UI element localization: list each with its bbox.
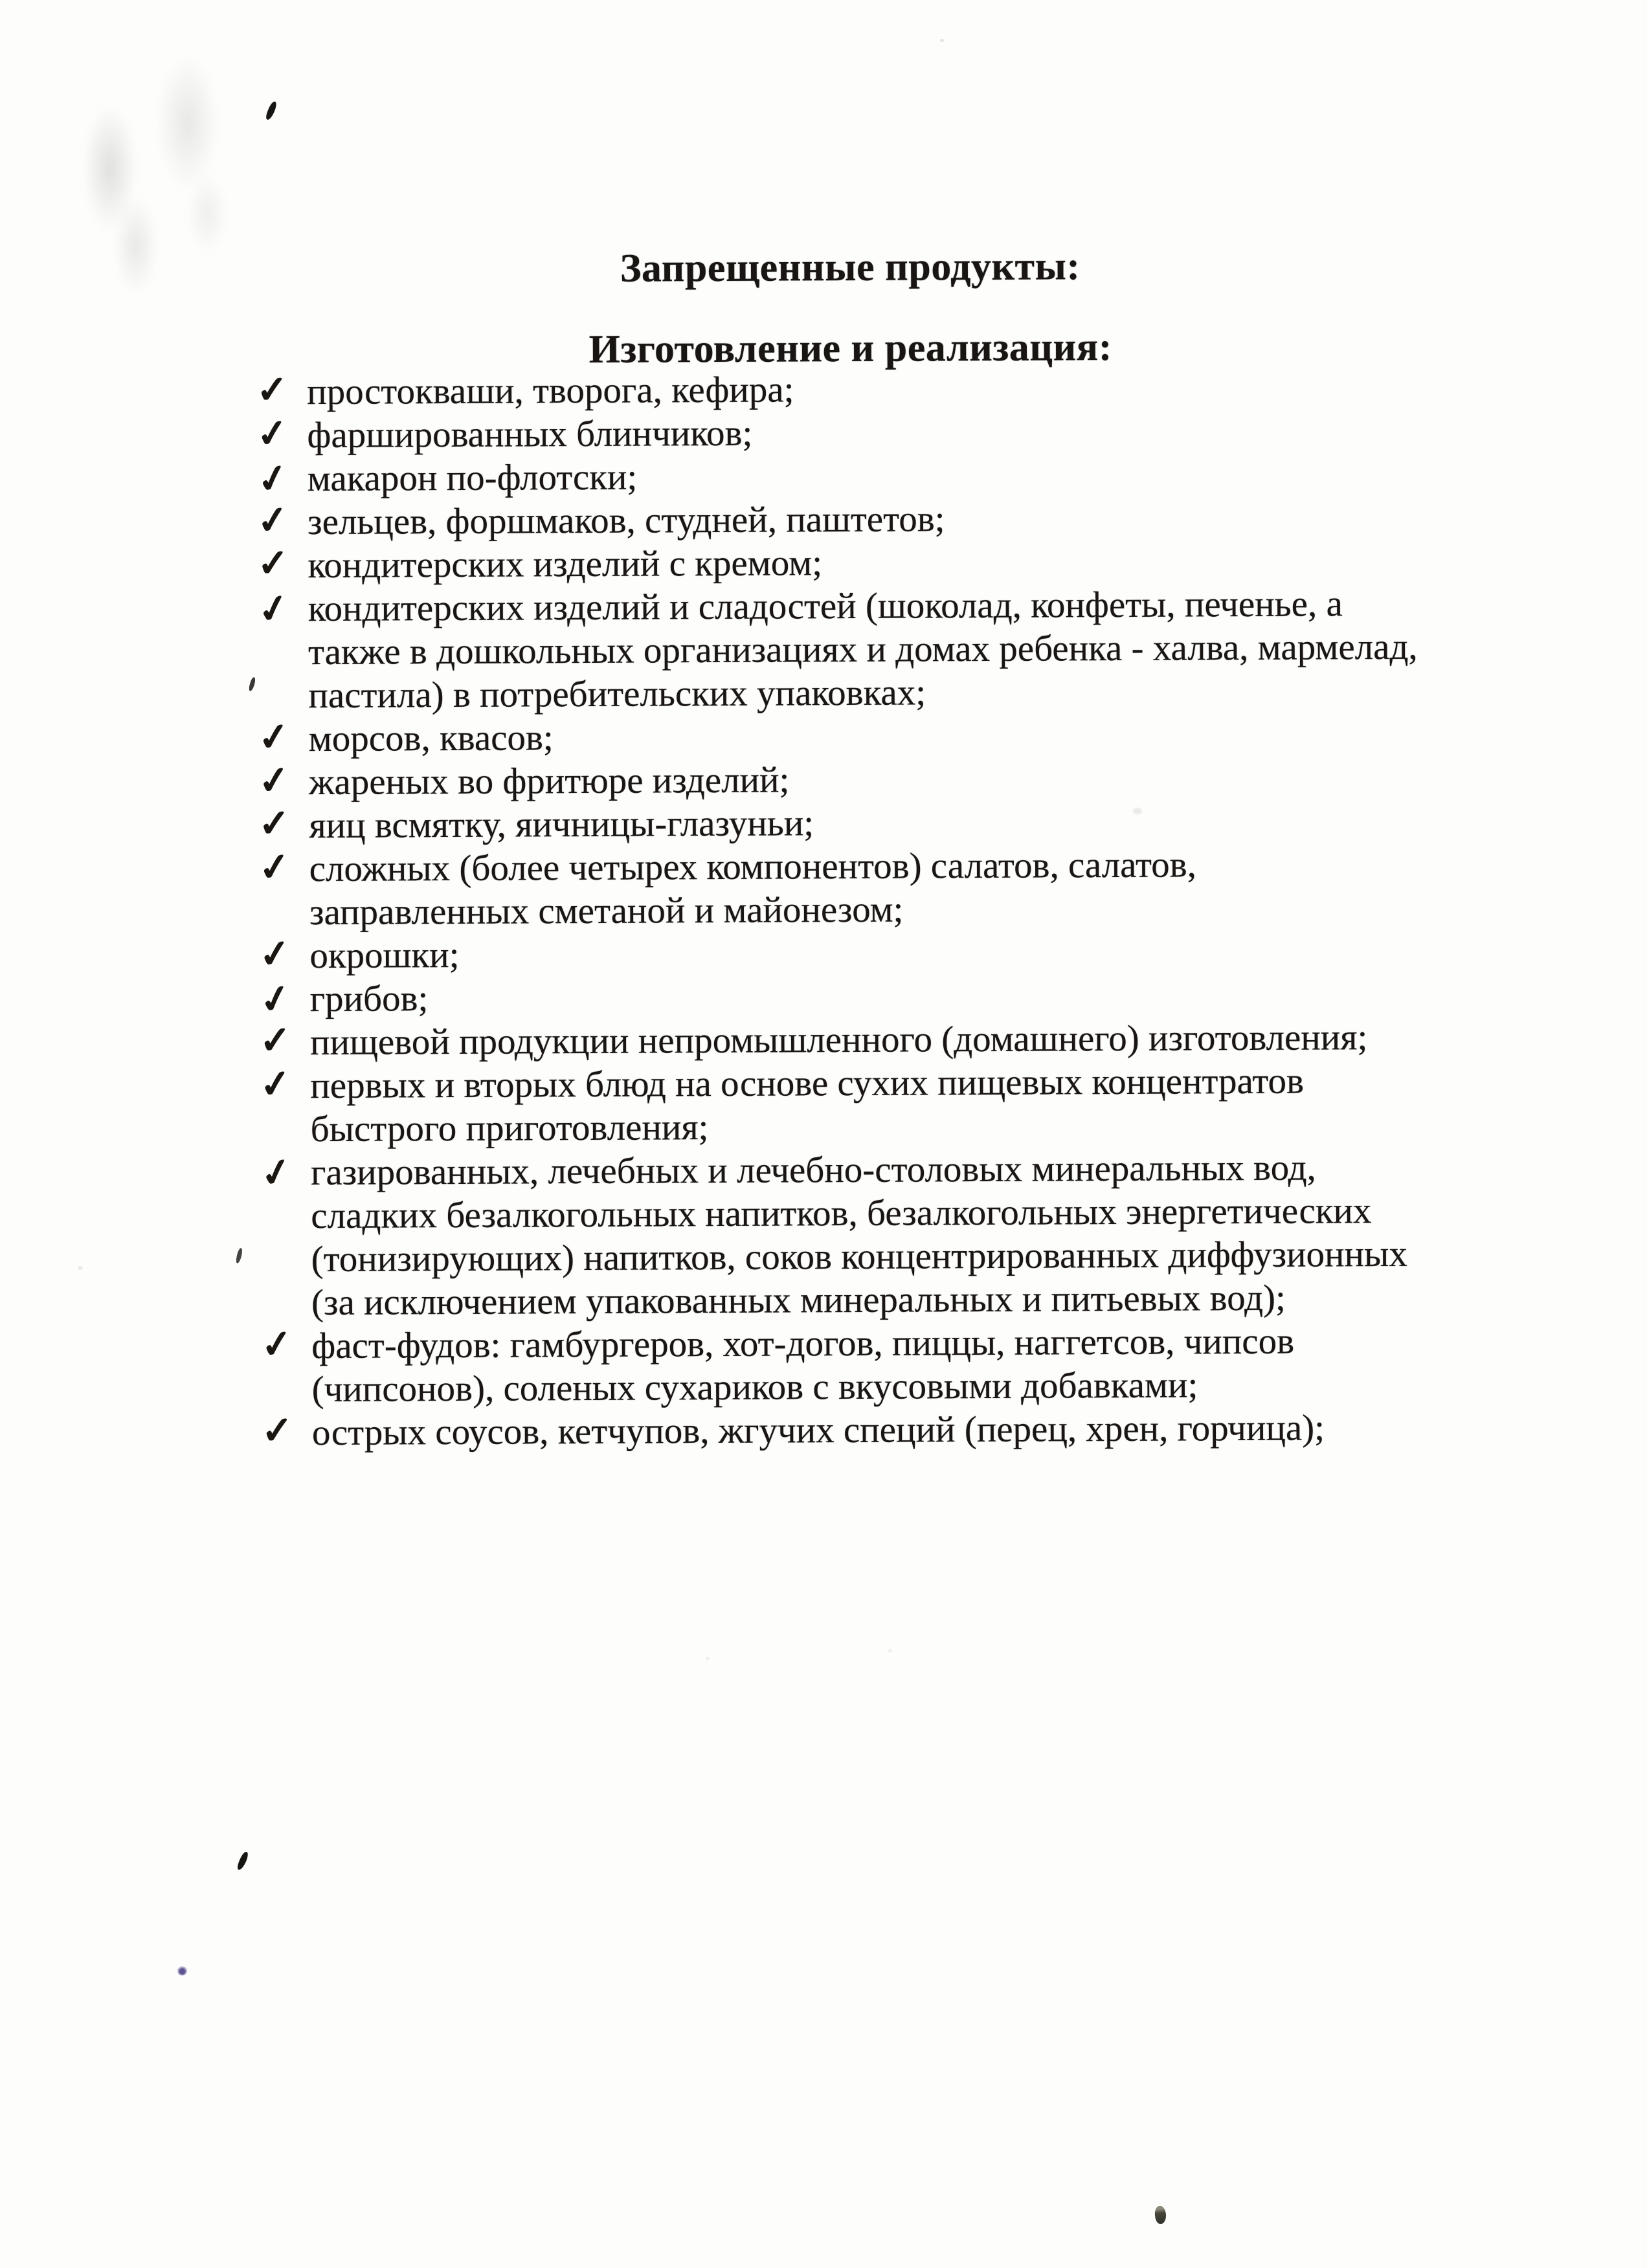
checkmark-icon: ✓ (257, 1060, 294, 1107)
checkmark-icon: ✓ (256, 843, 293, 891)
item-line: кондитерских изделий с кремом; (308, 542, 823, 586)
list-item (256, 842, 1448, 935)
list-item (254, 495, 1446, 544)
item-line: (тонизирующих) напитков, соков концентрированных диффузионных (311, 1233, 1408, 1280)
item-line: пастила) в потребительских упаковках; (308, 672, 926, 717)
list-item (256, 408, 1445, 458)
list-item (256, 929, 1448, 978)
list-item (254, 582, 1447, 718)
list-item (256, 365, 1445, 414)
item-line: окрошки; (309, 934, 460, 977)
section-heading: Изготовление и реализация: (588, 325, 1113, 372)
checkmark-icon: ✓ (258, 1017, 292, 1063)
list-item (258, 799, 1447, 848)
scan-smudge (65, 45, 246, 291)
item-line: острых соусов, кетчупов, жгучих специй (перец, хрен, горчица); (311, 1407, 1325, 1454)
item-line: зельцев, форшмаков, студней, паштетов; (307, 498, 945, 543)
document-content (254, 0, 1454, 2268)
checkmark-icon: ✓ (258, 800, 291, 846)
item-line: сложных (более четырех компонентов) салатов, салатов, (309, 844, 1197, 890)
list-item (258, 1319, 1450, 1412)
item-line: жареных во фритюре изделий; (308, 759, 790, 803)
item-line: заправленных сметаной и майонезом; (309, 889, 904, 933)
item-line: первых и вторых блюд на основе сухих пищевых концентратов (310, 1060, 1305, 1107)
list-item (260, 1016, 1448, 1065)
item-line: (за исключением упакованных минеральных и питьевых вод); (311, 1277, 1286, 1324)
list-item (258, 712, 1447, 761)
item-line: простокваши, творога, кефира; (306, 369, 794, 413)
item-line: также в дошкольных организациях и домах ребенка - халва, мармелад, (308, 626, 1418, 673)
ink-mark (236, 1248, 243, 1264)
list-item (253, 452, 1446, 504)
ink-mark (236, 1851, 250, 1871)
item-line: грибов; (309, 978, 429, 1020)
scan-speck (78, 1266, 83, 1270)
item-line: пищевой продукции непромышленного (домашнего) изготовления; (309, 1017, 1368, 1063)
checkmark-icon: ✓ (255, 974, 295, 1024)
checkmark-icon: ✓ (254, 584, 294, 634)
item-line: яиц всмятку, яичницы-глазуньи; (309, 803, 814, 847)
checkmark-icon: ✓ (256, 930, 293, 977)
checkmark-icon: ✓ (254, 496, 291, 544)
checkmark-icon: ✓ (255, 366, 289, 412)
checkmark-icon: ✓ (253, 454, 293, 504)
checkmark-icon: ✓ (258, 1320, 295, 1368)
checkmark-icon: ✓ (256, 1148, 297, 1197)
prohibited-items-list (253, 365, 1450, 1455)
item-line: макарон по-флотски; (307, 456, 638, 500)
checkmark-icon: ✓ (254, 410, 291, 457)
item-line: газированных, лечебных и лечебно-столовых минеральных вод, (310, 1147, 1316, 1194)
list-item (255, 972, 1448, 1024)
item-line: кондитерских изделий и сладостей (шоколад, конфеты, печенье, а (308, 583, 1343, 630)
item-line: морсов, квасов; (308, 717, 554, 760)
checkmark-icon: ✓ (256, 757, 293, 804)
item-line: быстрого приготовления; (310, 1107, 709, 1150)
list-item (257, 539, 1446, 588)
ink-mark (248, 676, 256, 691)
list-item (257, 1059, 1449, 1151)
checkmark-icon: ✓ (256, 713, 292, 761)
item-line: фаст-фудов: гамбургеров, хот-догов, пиццы, наггетсов, чипсов (311, 1320, 1295, 1367)
list-item (258, 755, 1447, 805)
ink-dot (177, 1966, 187, 1975)
checkmark-icon: ✓ (256, 540, 290, 586)
item-line: фаршированных блинчиков; (307, 412, 753, 456)
list-item (256, 1146, 1450, 1325)
list-item (262, 1406, 1450, 1455)
item-line: сладких безалкогольных напитков, безалкогольных энергетических (311, 1190, 1372, 1237)
page-title: Запрещенные продукты: (620, 244, 1081, 291)
checkmark-icon: ✓ (260, 1407, 294, 1453)
item-line: (чипсонов), соленых сухариков с вкусовыми добавками; (311, 1364, 1198, 1410)
